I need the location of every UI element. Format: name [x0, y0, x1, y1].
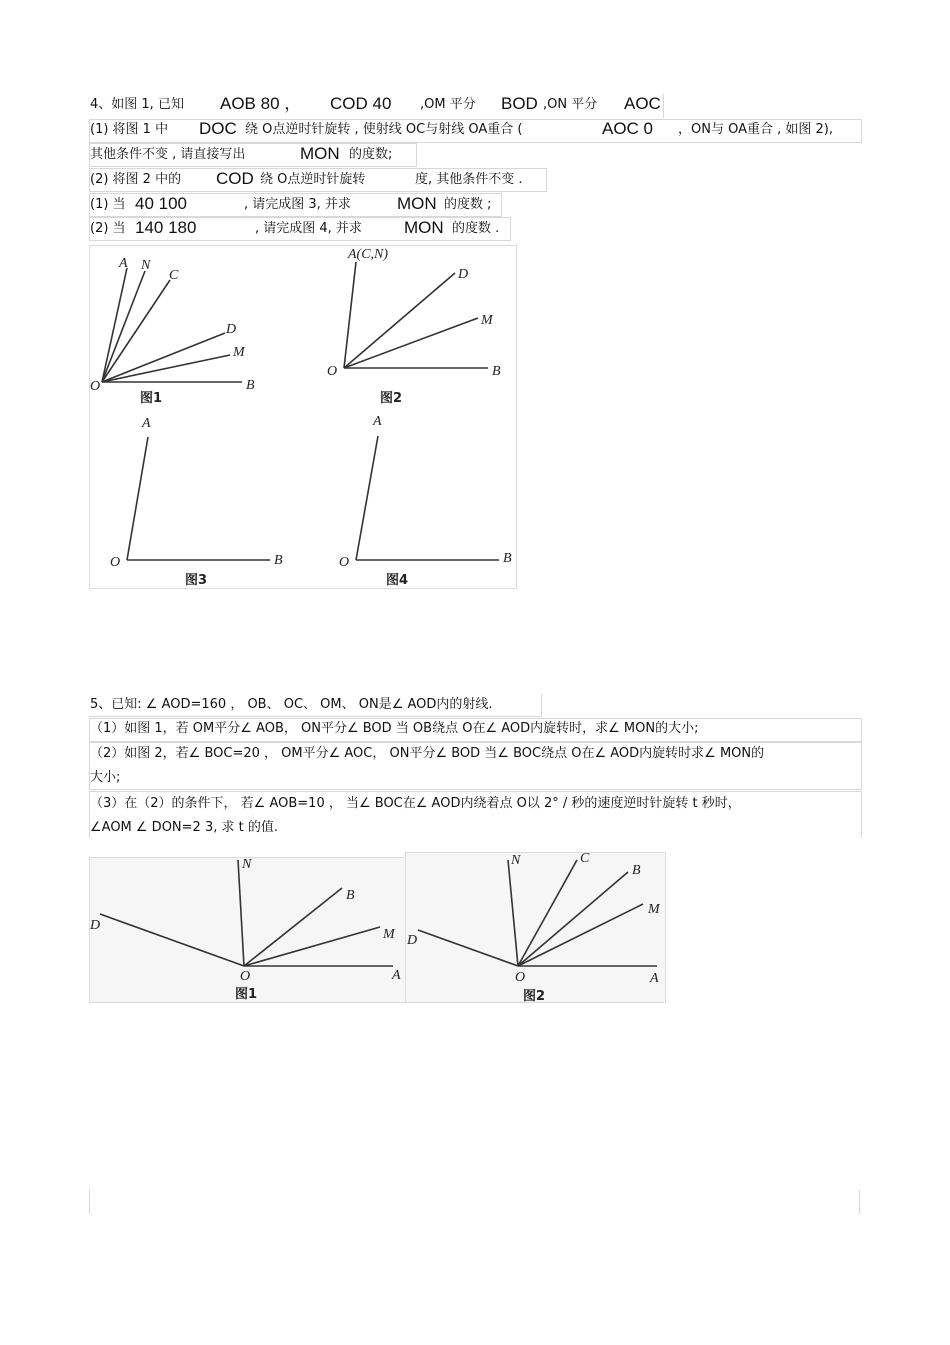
p4-l1-c: COD 40 — [330, 94, 392, 113]
p4-l5-d: MON — [397, 194, 437, 213]
label-N: N — [511, 853, 521, 868]
p4-l1-g: AOC — [624, 94, 661, 113]
label-D: D — [90, 918, 101, 933]
p5-line4: 大小; — [90, 770, 121, 785]
label-C: C — [169, 268, 179, 283]
label-B: B — [274, 553, 283, 568]
p5-line5: （3）在（2）的条件下， 若∠ AOB=10 ， 当∠ BOC在∠ AOD内绕着点 O以 2° / 秒的速度逆时针旋转 t 秒时， — [90, 796, 741, 811]
fig5-1 — [89, 857, 401, 1002]
label-N: N — [141, 258, 151, 273]
p4-l6-e: 的度数 . — [452, 221, 500, 236]
label-A: A — [142, 416, 151, 431]
p4-l3-b: MON — [300, 144, 340, 163]
p4-l5-c: , 请完成图 3, 并求 — [244, 197, 351, 212]
p4-l6-b: 140 180 — [135, 218, 197, 237]
ray-ON — [508, 860, 518, 966]
label-B: B — [346, 888, 355, 903]
p4-l4-d: 度, 其他条件不变 . — [415, 172, 523, 187]
label-A: A — [373, 414, 382, 429]
p4-l2-d: AOC 0 — [602, 119, 654, 138]
caption: 图2 — [523, 989, 546, 1004]
ray-OM — [244, 927, 380, 966]
caption: 图1 — [235, 987, 258, 1002]
p5-line6: ∠AOM ∠ DON=2 3, 求 t 的值. — [90, 820, 278, 835]
label-A: A — [392, 968, 401, 983]
p4-l1-e: BOD — [501, 94, 538, 113]
p4-l4-a: (2) 将图 2 中的 — [90, 172, 182, 187]
label-A: A — [650, 971, 659, 986]
label-C: C — [580, 851, 590, 866]
p4-l5-e: 的度数 ; — [444, 197, 492, 212]
p4-l2-c: 绕 O点逆时针旋转 , 使射线 OC与射线 OA重合 ( — [245, 122, 523, 137]
label-A: A(C,N) — [348, 247, 389, 262]
p4-l6-d: MON — [404, 218, 444, 237]
label-B: B — [492, 364, 501, 379]
label-M: M — [383, 927, 395, 942]
p4-l4-c: 绕 O点逆时针旋转 — [260, 172, 366, 187]
p4-l5-b: 40 100 — [135, 194, 187, 213]
fig5-2 — [406, 851, 661, 1004]
label-B: B — [246, 378, 255, 393]
label-O: O — [240, 969, 251, 984]
p5-line1: 5、已知: ∠ AOD=160 ， OB、 OC、 OM、 ON是∠ AOD内的射线. — [90, 697, 493, 712]
p4-l3-c: 的度数; — [349, 147, 393, 162]
caption: 图4 — [386, 573, 409, 588]
label-M: M — [233, 345, 245, 360]
label-O: O — [515, 970, 526, 985]
p4-l1-d: ,OM 平分 — [420, 97, 476, 112]
caption: 图3 — [185, 573, 208, 588]
label-O: O — [339, 555, 350, 570]
p4-l1-b: AOB 80 ， — [220, 94, 302, 113]
label-O: O — [110, 555, 121, 570]
p4-l5-a: (1) 当 — [90, 197, 126, 212]
margin-line-left — [89, 1190, 90, 1214]
label-D: D — [458, 267, 469, 282]
p4-l6-a: (2) 当 — [90, 221, 126, 236]
p4-l1-a: 4、如图 1, 已知 — [90, 97, 184, 112]
label-N: N — [242, 857, 252, 872]
p4-l3-a: 其他条件不变 , 请直接写出 — [90, 147, 246, 162]
p4-l6-c: , 请完成图 4, 并求 — [255, 221, 362, 236]
p4-l4-b: COD — [216, 169, 254, 188]
label-D: D — [226, 322, 237, 337]
label-B: B — [503, 551, 512, 566]
label-M: M — [648, 902, 660, 917]
p5-line3: （2）如图 2，若∠ BOC=20 ， OM平分∠ AOC， ON平分∠ BOD 当∠ BOC绕点 O在∠ AOD内旋转时求∠ MON的 — [90, 746, 765, 761]
ray-OD — [100, 914, 244, 966]
p4-l1-f: ,ON 平分 — [543, 97, 598, 112]
label-D: D — [407, 933, 418, 948]
p4-l2-b: DOC — [199, 119, 237, 138]
margin-line-right — [859, 1190, 860, 1214]
caption: 图2 — [380, 391, 403, 406]
ray-OB — [244, 888, 342, 966]
p4-l2-a: (1) 将图 1 中 — [90, 122, 169, 137]
label-O: O — [327, 364, 338, 379]
label-A: A — [119, 256, 128, 271]
p4-l2-e: ，ON与 OA重合 , 如图 2), — [678, 122, 833, 137]
label-M: M — [481, 313, 493, 328]
caption: 图1 — [140, 391, 163, 406]
label-O: O — [90, 379, 101, 394]
p5-line2: （1）如图 1，若 OM平分∠ AOB， ON平分∠ BOD 当 OB绕点 O在∠ AOD内旋转时，求∠ MON的大小; — [90, 721, 699, 736]
ray-ON — [238, 860, 244, 966]
ray-OC — [518, 860, 577, 966]
label-B: B — [632, 863, 641, 878]
ray-OD — [418, 930, 518, 966]
